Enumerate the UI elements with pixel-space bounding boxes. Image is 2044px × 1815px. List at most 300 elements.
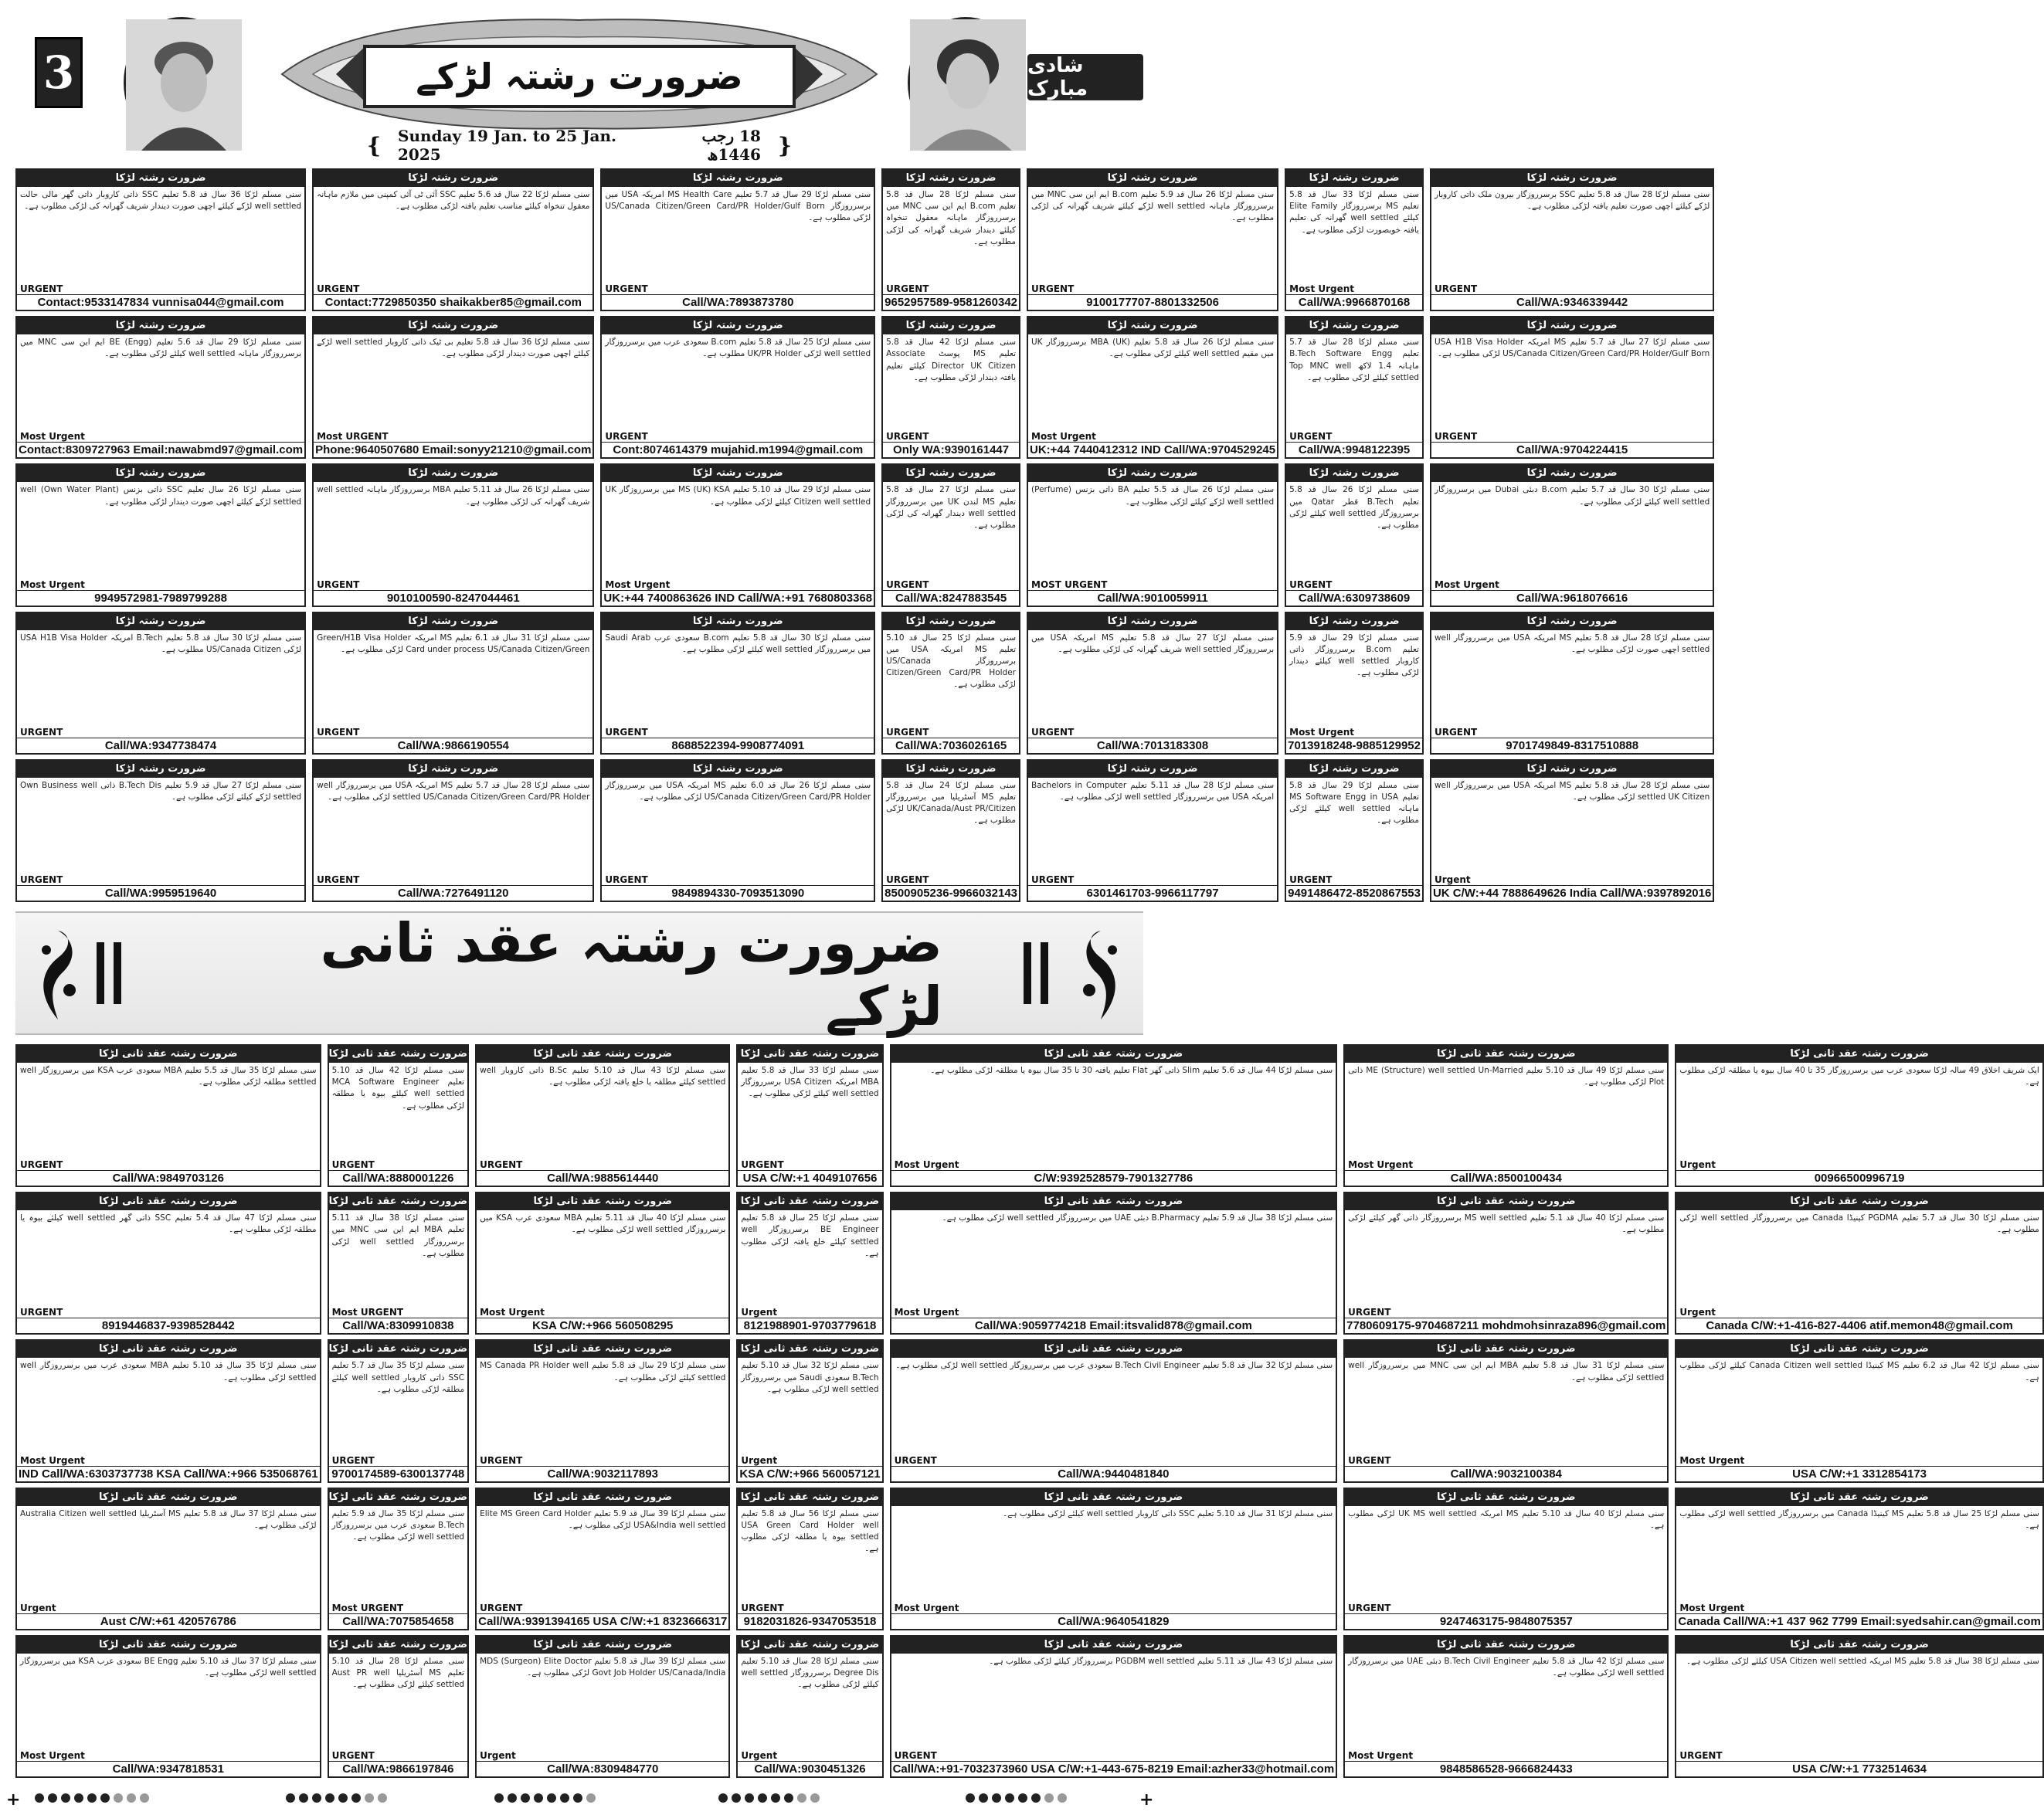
ad-title: ضرورت رشتہ عقد ثانی لڑکا (891, 1193, 1336, 1210)
ad-urgent: Most Urgent (20, 431, 85, 443)
ad-contact: Call/WA:8500100434 (1345, 1170, 1667, 1186)
ad-contact: Call/WA:9032100384 (1345, 1466, 1667, 1481)
registration-mark-icon: + (6, 1790, 21, 1810)
ad-card (15, 612, 306, 755)
bride-photo (908, 17, 1024, 148)
ad-body: سنی مسلم لڑکا 37 سال قد 5.8 تعلیم MS آسٹریلیا Australia Citizen well settled لڑکی مطلوب ہے۔ (20, 1508, 317, 1530)
ad-urgent: Most Urgent (480, 1307, 545, 1318)
ad-body: سنی مسلم لڑکا 35 سال قد 5.9 تعلیم B.Tech سعودی عرب میں برسرروزگار well settled لڑکی مطلوب ہے۔ (331, 1508, 465, 1542)
ad-urgent: URGENT (605, 431, 648, 443)
ad-card (1027, 316, 1278, 459)
ad-card (15, 1339, 321, 1482)
ad-body: سنی مسلم لڑکا 43 سال قد 5.10 تعلیم B.Sc ذاتی کاروبار well settled کیلئے مطلقہ یا خلع یافتہ لڑکی مطلوب ہے۔ (480, 1066, 726, 1087)
ad-body: سنی مسلم لڑکا 28 سال قد 5.11 تعلیم Bachelors in Computer امریکہ USA میں برسرروزگار well settled لڑکی مطلوب ہے۔ (1031, 780, 1275, 802)
color-bar-mid-left (286, 1793, 387, 1803)
ad-title: ضرورت رشتہ لڑکا (1431, 170, 1713, 187)
ad-title: ضرورت رشتہ عقد ثانی لڑکا (738, 1637, 881, 1654)
ad-card (1027, 759, 1278, 902)
ad-card (1430, 463, 1714, 606)
ad-body: سنی مسلم لڑکا 28 سال قد 5.8 تعلیم MS امریکہ USA میں برسرروزگار well settled UK Citizen لڑکی مطلوب ہے۔ (1434, 780, 1710, 802)
ad-title: ضرورت رشتہ لڑکا (1286, 613, 1422, 630)
ad-urgent: URGENT (741, 1159, 784, 1171)
ad-title: ضرورت رشتہ عقد ثانی لڑکا (477, 1637, 728, 1654)
ad-contact: 6301461703-9966117797 (1028, 885, 1277, 901)
ad-body: سنی مسلم لڑکا 28 سال قد 5.7 تعلیم MS امریکہ USA میں برسرروزگار well settled US/Canada Citizen/Green Card/PR Holder لڑکی مطلوب ہے۔ (317, 780, 590, 802)
ad-body: سنی مسلم لڑکا 38 سال قد 5.9 تعلیم B.Pharmacy دبئی UAE میں برسرروزگار well settled لڑکی مطلوب ہے۔ (942, 1213, 1333, 1223)
ad-title: ضرورت رشتہ عقد ثانی لڑکا (738, 1193, 881, 1210)
ad-title: ضرورت رشتہ لڑکا (602, 170, 874, 187)
ad-card (312, 168, 594, 311)
page-title: ضرورت رشتہ لڑکے (363, 45, 796, 108)
ad-card (890, 1044, 1338, 1187)
ad-contact: Call/WA:9885614440 (477, 1170, 728, 1186)
ad-body: سنی مسلم لڑکا 24 سال قد 5.8 تعلیم MS آسٹریلیا میں برسرروزگار UK/Canada/Aust PR/Citizen لڑکی مطلوب ہے۔ (886, 780, 1017, 826)
ad-contact: Call/WA:9948122395 (1286, 442, 1422, 457)
ad-title: ضرورت رشتہ عقد ثانی لڑکا (17, 1193, 320, 1210)
ad-urgent: Most Urgent (1434, 578, 1499, 590)
ad-title: ضرورت رشتہ عقد ثانی لڑکا (738, 1341, 881, 1358)
ad-body: سنی مسلم لڑکا 30 سال قد 5.8 تعلیم B.com سعودی عرب Saudi Arab میں برسرروزگار well settled کیلئے لڑکی مطلوب ہے۔ (605, 633, 871, 654)
ad-body: سنی مسلم لڑکا 36 سال قد 5.8 تعلیم بی ٹیک ذاتی کاروبار well settled لڑکے کیلئے اچھی صورت دیندار لڑکی مطلوب ہے۔ (317, 338, 590, 359)
ad-title: ضرورت رشتہ عقد ثانی لڑکا (891, 1046, 1336, 1063)
ad-urgent: Most URGENT (331, 1602, 404, 1613)
ad-contact: 9949572981-7989799288 (17, 590, 304, 606)
ad-urgent: URGENT (605, 726, 648, 738)
ad-urgent: Most Urgent (894, 1159, 959, 1171)
ad-contact: USA C/W:+1 3312854173 (1676, 1466, 2042, 1481)
ad-card (15, 1635, 321, 1778)
ad-urgent: URGENT (886, 578, 929, 590)
ad-urgent: Most Urgent (1348, 1159, 1414, 1171)
color-bar-mid-right (718, 1793, 820, 1803)
ad-contact: 9182031826-9347053518 (738, 1613, 881, 1629)
color-bar-left (35, 1793, 149, 1803)
ad-body: سنی مسلم لڑکا 27 سال قد 5.7 تعلیم MS امریکہ USA H1B Visa Holder US/Canada Citizen/Green Card/PR Holder/Gulf Born لڑکی مطلوب ہے۔ (1434, 338, 1710, 359)
ad-contact: 9491486472-8520867553 (1288, 886, 1421, 900)
ad-contact: Aust C/W:+61 420576786 (17, 1613, 320, 1629)
ad-body: سنی مسلم لڑکا 25 سال قد 5.10 تعلیم MS امریکہ USA میں برسرروزگار US/Canada Citizen/Green Card/PR Holder لڑکی مطلوب ہے۔ (886, 633, 1017, 690)
ad-contact: Call/WA:8247883545 (883, 590, 1019, 606)
ad-card (1430, 612, 1714, 755)
brace-open: { (367, 132, 382, 158)
ad-body: سنی مسلم لڑکا 29 سال قد 5.8 تعلیم MS Canada PR Holder well settled کیلئے لڑکی مطلوب ہے۔ (480, 1361, 726, 1382)
ad-urgent: URGENT (317, 578, 360, 590)
ad-contact: 9848586528-9666824433 (1345, 1761, 1667, 1776)
ad-title: ضرورت رشتہ لڑکا (17, 613, 304, 630)
ad-contact: Cont:8074614379 mujahid.m1994@gmail.com (602, 442, 874, 457)
ad-card (1675, 1192, 2043, 1335)
ad-body: سنی مسلم لڑکا 27 سال قد 5.9 تعلیم B.Tech Dis ذاتی Own Business well settled لڑکے کیلئے لڑکی مطلوب ہے۔ (20, 780, 302, 802)
ad-urgent: Most Urgent (1679, 1454, 1745, 1466)
ad-contact: Call/WA:9640541829 (891, 1613, 1336, 1629)
ad-urgent: URGENT (1348, 1307, 1391, 1318)
ad-body: سنی مسلم لڑکا 31 سال قد 6.1 تعلیم MS امریکہ Green/H1B Visa Holder Card under process US/Canada Citizen/Green لڑکی مطلوب ہے۔ (317, 633, 590, 654)
ad-card (1675, 1339, 2043, 1482)
ad-urgent: URGENT (20, 283, 63, 295)
ad-contact: UK:+44 7400863626 IND Call/WA:+91 7680803368 (603, 591, 873, 605)
ad-card (736, 1635, 883, 1778)
ad-title: ضرورت رشتہ لڑکا (1028, 465, 1277, 482)
ad-card (15, 463, 306, 606)
ad-urgent: URGENT (480, 1159, 523, 1171)
ad-card (890, 1339, 1338, 1482)
ad-contact: 7013918248-9885129952 (1288, 738, 1421, 752)
ad-card (1285, 168, 1424, 311)
ad-urgent: URGENT (1031, 726, 1075, 738)
ad-title: ضرورت رشتہ عقد ثانی لڑکا (477, 1193, 728, 1210)
ad-title: ضرورت رشتہ عقد ثانی لڑکا (329, 1489, 468, 1506)
ad-body: سنی مسلم لڑکا 40 سال قد 5.11 تعلیم MBA سعودی عرب KSA میں برسرروزگار well settled لڑکی مطلوب ہے۔ (480, 1213, 726, 1235)
ad-card (890, 1488, 1338, 1630)
ad-urgent: Urgent (480, 1749, 516, 1761)
ad-card (1343, 1044, 1669, 1187)
ad-contact: Canada C/W:+1-416-827-4406 atif.memon48@gmail.com (1676, 1318, 2042, 1333)
ad-urgent: Urgent (1679, 1307, 1716, 1318)
ad-body: سنی مسلم لڑکا 25 سال قد 5.8 تعلیم BE Engineer برسرروزگار well settled کیلئے خلع یافتہ لڑکی مطلوب ہے۔ (741, 1213, 879, 1258)
ad-urgent: MOST URGENT (1031, 578, 1108, 590)
ad-contact: C/W:9392528579-7901327786 (891, 1170, 1336, 1186)
ad-contact: UK:+44 7440412312 IND Call/WA:9704529245 (1030, 443, 1276, 457)
ad-body: سنی مسلم لڑکا 33 سال قد 5.8 تعلیم MS برسرروزگار Elite Family کیلئے well settled گھرانہ کی تعلیم یافتہ خوبصورت لڑکی مطلوب ہے۔ (1289, 190, 1419, 235)
ad-card (475, 1488, 730, 1630)
ad-card (1285, 759, 1424, 902)
ad-body: سنی مسلم لڑکا 27 سال قد 5.8 تعلیم MS امریکہ USA میں برسرروزگار well settled شریف گھرانہ کی لڑکی مطلوب ہے۔ (1031, 633, 1275, 654)
ad-title: ضرورت رشتہ لڑکا (1431, 761, 1713, 778)
page-footer (0, 1786, 1159, 1815)
ad-title: ضرورت رشتہ عقد ثانی لڑکا (477, 1341, 728, 1358)
ad-urgent: URGENT (1031, 283, 1075, 295)
ad-urgent: Urgent (20, 1602, 56, 1613)
ad-contact: UK C/W:+44 7888649626 India Call/WA:9397892016 (1432, 886, 1712, 900)
ad-card (15, 168, 306, 311)
ad-title: ضرورت رشتہ لڑکا (1286, 465, 1422, 482)
ad-urgent: URGENT (1434, 283, 1478, 295)
ad-urgent: URGENT (886, 726, 929, 738)
ad-card (475, 1339, 730, 1482)
ad-title: ضرورت رشتہ عقد ثانی لڑکا (17, 1046, 320, 1063)
groom-photo (124, 17, 239, 148)
color-bar-right (966, 1793, 1067, 1803)
ad-card (890, 1635, 1338, 1778)
ad-contact: Call/WA:7276491120 (314, 885, 592, 901)
date-urdu: 18 رجب 1446ھ (701, 127, 761, 164)
ad-body: سنی مسلم لڑکا 26 سال تعلیم SSC ذاتی بزنس (Own Water Plant) well settled لڑکے کیلئے اچھی صورت دیندار لڑکی مطلوب ہے۔ (20, 485, 302, 507)
ad-title: ضرورت رشتہ لڑکا (17, 465, 304, 482)
ad-contact: Call/WA:9347818531 (17, 1761, 320, 1776)
ad-body: سنی مسلم لڑکا 26 سال قد 5.8 تعلیم MBA (UK) برسرروزگار UK میں مقیم well settled کیلئے لڑکی مطلوب ہے۔ (1031, 338, 1275, 359)
ad-body: سنی مسلم لڑکا 28 سال قد 5.7 تعلیم B.Tech Software Engg ماہانہ 1.4 لاکھ Top MNC well settled کیلئے لڑکی مطلوب ہے۔ (1289, 338, 1419, 382)
ad-card (1343, 1339, 1669, 1482)
ad-urgent: URGENT (317, 874, 360, 885)
ad-body: سنی مسلم لڑکا 28 سال قد 5.8 تعلیم SSC برسرروزگار بیرون ملک ذاتی کاروبار لڑکے کیلئے اچھی صورت تعلیم یافتہ لڑکی مطلوب ہے۔ (1434, 190, 1710, 212)
ad-urgent: Most Urgent (1348, 1749, 1414, 1761)
ad-title: ضرورت رشتہ عقد ثانی لڑکا (17, 1637, 320, 1654)
ad-title: ضرورت رشتہ عقد ثانی لڑکا (738, 1489, 881, 1506)
ad-urgent: URGENT (605, 283, 648, 295)
ad-body: سنی مسلم لڑکا 30 سال قد 5.7 تعلیم B.com دبئی Dubai میں برسرروزگار well settled کیلئے لڑکی مطلوب ہے۔ (1434, 485, 1710, 507)
ad-body: سنی مسلم لڑکا 31 سال قد 5.10 تعلیم SSC ذاتی کاروبار well settled کیلئے لڑکی مطلوب ہے۔ (1003, 1508, 1333, 1518)
ad-body: سنی مسلم لڑکا 39 سال قد 5.8 تعلیم MDS (Surgeon) Elite Doctor Govt Job Holder US/Canada/India لڑکی مطلوب ہے۔ (480, 1656, 726, 1678)
ad-contact: Call/WA:9391394165 USA C/W:+1 8323666317 (478, 1614, 728, 1628)
ad-body: سنی مسلم لڑکا 35 سال قد 5.10 تعلیم MBA سعودی عرب میں برسرروزگار well settled لڑکی مطلوب ہے۔ (20, 1361, 317, 1382)
ad-body: سنی مسلم لڑکا 28 سال قد 5.8 تعلیم B.com ایم این سی MNC میں برسرروزگار ماہانہ معقول تنخواہ کیلئے دیندار شریف گھرانہ کی لڑکی مطلوب ہے۔ (886, 190, 1016, 246)
ad-title: ضرورت رشتہ لڑکا (1431, 317, 1713, 334)
page-number: 3 (35, 37, 83, 108)
ad-contact: Call/WA:9866197846 (329, 1761, 468, 1776)
ad-title: ضرورت رشتہ لڑکا (314, 613, 592, 630)
ad-body: سنی مسلم لڑکا 36 سال قد 5.8 تعلیم SSC ذاتی کاروبار ذاتی گھر مالی حالت well settled لڑکے کیلئے اچھی صورت دیندار شریف گھرانہ کی لڑکی مطلوب ہے۔ (20, 190, 302, 212)
ad-body: سنی مسلم لڑکا 37 سال قد 5.10 تعلیم BE Engg سعودی عرب KSA میں برسرروزگار well settled لڑکی مطلوب ہے۔ (20, 1656, 317, 1678)
ad-title: ضرورت رشتہ عقد ثانی لڑکا (329, 1046, 468, 1063)
ad-contact: Call/WA:7075854658 (329, 1613, 468, 1629)
ad-contact: Call/WA:+91-7032373960 USA C/W:+1-443-675-8219 Email:azher33@hotmail.com (892, 1762, 1335, 1776)
ad-contact: KSA C/W:+966 560508295 (477, 1318, 728, 1333)
banner-bars-right (1024, 942, 1048, 1004)
page-header (0, 0, 1159, 166)
ad-body: سنی مسلم لڑکا 49 سال قد 5.10 تعلیم ME (Structure) well settled Un-Married ذاتی Plot لڑکی مطلوب ہے۔ (1348, 1066, 1665, 1087)
ad-card (1285, 612, 1424, 755)
ad-contact: Call/WA:9030451326 (738, 1761, 881, 1776)
ad-urgent: Urgent (741, 1749, 778, 1761)
ad-title: ضرورت رشتہ عقد ثانی لڑکا (329, 1341, 468, 1358)
ad-title: ضرورت رشتہ لڑکا (883, 465, 1019, 482)
ad-urgent: URGENT (480, 1602, 523, 1613)
ad-contact: 9247463175-9848075357 (1345, 1613, 1667, 1629)
ad-contact: Call/WA:9059774218 Email:itsvalid878@gmail.com (891, 1318, 1336, 1333)
ad-contact: Call/WA:9032117893 (477, 1466, 728, 1481)
ad-title: ضرورت رشتہ لڑکا (883, 170, 1019, 187)
ad-urgent: URGENT (317, 726, 360, 738)
ad-contact: Call/WA:9010059911 (1028, 590, 1277, 606)
ad-card (1027, 463, 1278, 606)
ad-title: ضرورت رشتہ لڑکا (1431, 613, 1713, 630)
ad-card (328, 1044, 470, 1187)
ad-body: سنی مسلم لڑکا 40 سال قد 5.1 تعلیم MS well settled برسرروزگار ذاتی گھر کیلئے لڑکی مطلوب ہے۔ (1348, 1213, 1665, 1235)
ad-title: ضرورت رشتہ عقد ثانی لڑکا (1345, 1489, 1667, 1506)
ad-title: ضرورت رشتہ لڑکا (17, 170, 304, 187)
brace-close: } (777, 132, 792, 158)
ad-title: ضرورت رشتہ لڑکا (314, 465, 592, 482)
ad-card (1430, 168, 1714, 311)
ad-title: ضرورت رشتہ عقد ثانی لڑکا (1676, 1637, 2042, 1654)
ad-contact: Only WA:9390161447 (883, 442, 1019, 457)
ad-title: ضرورت رشتہ عقد ثانی لڑکا (891, 1637, 1336, 1654)
ad-title: ضرورت رشتہ عقد ثانی لڑکا (1345, 1637, 1667, 1654)
ad-urgent: Most URGENT (317, 431, 389, 443)
ad-card (15, 1044, 321, 1187)
ad-body: ایک شریف اخلاق 49 سالہ لڑکا سعودی عرب میں برسرروزگار 35 تا 40 سال بیوہ یا مطلقہ لڑکی مطلوب ہے۔ (1679, 1066, 2039, 1087)
ad-body: سنی مسلم لڑکا 28 سال قد 5.10 تعلیم MS آسٹریلیا Aust PR well settled کیلئے لڑکی مطلوب ہے۔ (331, 1656, 465, 1690)
ad-body: سنی مسلم لڑکا 42 سال قد 5.8 تعلیم MS پوسٹ Associate Director UK Citizen کیلئے تعلیم یافتہ دیندار لڑکی مطلوب ہے۔ (886, 338, 1016, 382)
ad-urgent: URGENT (1289, 431, 1333, 443)
ad-card (312, 316, 594, 459)
ad-urgent: URGENT (480, 1454, 523, 1466)
ad-body: سنی مسلم لڑکا 29 سال قد 5.10 تعلیم MS (UK) KSA میں برسرروزگار UK Citizen well settled کیلئے لڑکی مطلوب ہے۔ (605, 485, 871, 507)
ad-card (15, 1192, 321, 1335)
ad-contact: Phone:9640507680 Email:sonyy21210@gmail.com (315, 443, 592, 457)
ad-body: سنی مسلم لڑکا 28 سال قد 5.10 تعلیم Degree Dis برسرروزگار well settled کیلئے لڑکی مطلوب ہے۔ (741, 1656, 879, 1690)
ad-urgent: Urgent (1434, 874, 1471, 885)
ad-body: سنی مسلم لڑکا 43 سال قد 5.11 تعلیم PGDBM well settled برسرروزگار کیلئے لڑکی مطلوب ہے۔ (989, 1656, 1333, 1666)
ad-body: سنی مسلم لڑکا 25 سال قد 5.8 تعلیم MS کینیڈا Canada میں برسرروزگار well settled لڑکی مطلوب ہے۔ (1679, 1508, 2039, 1530)
ad-body: سنی مسلم لڑکا 47 سال قد 5.4 تعلیم SSC ذاتی گھر well settled کیلئے بیوہ یا مطلقہ لڑکی مطلوب ہے۔ (20, 1213, 317, 1235)
ad-contact: 9100177707-8801332506 (1028, 294, 1277, 310)
ad-card (1675, 1488, 2043, 1630)
ad-urgent: URGENT (1289, 874, 1333, 885)
ad-title: ضرورت رشتہ لڑکا (314, 170, 592, 187)
ad-title: ضرورت رشتہ لڑکا (602, 317, 874, 334)
banner-bars-left (97, 942, 121, 1004)
ad-card (736, 1339, 883, 1482)
ad-card (328, 1635, 470, 1778)
ad-contact: 8919446837-9398528442 (17, 1318, 320, 1333)
ad-contact: Call/WA:6309738609 (1286, 590, 1422, 606)
ad-urgent: URGENT (894, 1749, 937, 1761)
ad-contact: Call/WA:7893873780 (602, 294, 874, 310)
ad-card (1027, 612, 1278, 755)
ad-urgent: URGENT (331, 1159, 375, 1171)
ad-card (1027, 168, 1278, 311)
second-marriage-ads-grid (15, 1044, 2041, 1778)
ad-urgent: URGENT (1679, 1749, 1723, 1761)
ad-urgent: URGENT (1348, 1454, 1391, 1466)
banner-title: ضرورت رشتہ عقد ثانی لڑکے (320, 911, 942, 1038)
ad-urgent: Most Urgent (605, 578, 671, 590)
ad-title: ضرورت رشتہ لڑکا (17, 761, 304, 778)
ad-urgent: Urgent (741, 1307, 778, 1318)
ad-card (881, 463, 1020, 606)
ad-card (1285, 316, 1424, 459)
ad-title: ضرورت رشتہ لڑکا (1286, 317, 1422, 334)
ad-urgent: URGENT (1031, 874, 1075, 885)
ad-title: ضرورت رشتہ لڑکا (883, 761, 1019, 778)
ad-urgent: URGENT (1289, 578, 1333, 590)
ad-urgent: URGENT (331, 1749, 375, 1761)
ad-card (312, 759, 594, 902)
ad-contact: Call/WA:9959519640 (17, 885, 304, 901)
ad-card (881, 612, 1020, 755)
ad-urgent: Most Urgent (894, 1602, 959, 1613)
ad-contact: Canada Call/WA:+1 437 962 7799 Email:syedsahir.can@gmail.com (1678, 1614, 2041, 1628)
ad-card (328, 1339, 470, 1482)
ad-contact: USA C/W:+1 7732514634 (1676, 1761, 2042, 1776)
ad-body: سنی مسلم لڑکا 40 سال قد 5.10 تعلیم MS امریکہ UK MS well settled لڑکی مطلوب ہے۔ (1348, 1508, 1665, 1530)
ad-contact: 9849894330-7093513090 (602, 885, 874, 901)
ad-card (1675, 1635, 2043, 1778)
ad-title: ضرورت رشتہ عقد ثانی لڑکا (477, 1046, 728, 1063)
ad-body: سنی مسلم لڑکا 44 سال قد 5.6 تعلیم Slim ذاتی گھر Flat تعلیم یافتہ 30 تا 35 سال بیوہ یا مطلقہ لڑکی مطلوب ہے۔ (930, 1066, 1333, 1075)
ad-card (600, 612, 875, 755)
ad-title: ضرورت رشتہ عقد ثانی لڑکا (17, 1489, 320, 1506)
dateline (367, 127, 792, 164)
ad-urgent: Urgent (1679, 1159, 1716, 1171)
ad-title: ضرورت رشتہ عقد ثانی لڑکا (1676, 1341, 2042, 1358)
ad-title: ضرورت رشتہ لڑکا (1028, 761, 1277, 778)
ad-title: ضرورت رشتہ لڑکا (1028, 317, 1277, 334)
ad-title: ضرورت رشتہ لڑکا (17, 317, 304, 334)
ad-body: سنی مسلم لڑکا 38 سال قد 5.11 تعلیم MBA ایم این سی MNC میں برسرروزگار well settled لڑکی مطلوب ہے۔ (331, 1213, 465, 1258)
ad-card (1285, 463, 1424, 606)
ad-body: سنی مسلم لڑکا 29 سال قد 5.8 تعلیم MS Software Engg in USA ماہانہ well settled کیلئے لڑکی مطلوب ہے۔ (1289, 780, 1419, 826)
ad-title: ضرورت رشتہ لڑکا (602, 613, 874, 630)
ad-title: ضرورت رشتہ عقد ثانی لڑکا (1345, 1341, 1667, 1358)
ad-title: ضرورت رشتہ عقد ثانی لڑکا (1676, 1046, 2042, 1063)
ad-card (312, 463, 594, 606)
ad-contact: 8500905236-9966032143 (884, 886, 1017, 900)
ad-urgent: Most Urgent (1289, 283, 1355, 295)
flourish-left-icon (31, 927, 85, 1023)
ad-title: ضرورت رشتہ لڑکا (1028, 170, 1277, 187)
ad-contact: Call/WA:7036026165 (883, 738, 1019, 753)
ad-urgent: URGENT (1348, 1602, 1391, 1613)
ad-body: سنی مسلم لڑکا 42 سال قد 6.2 تعلیم MS کینیڈا Canada Citizen well settled کیلئے لڑکی مطلوب ہے۔ (1679, 1361, 2039, 1382)
ad-contact: Call/WA:9704224415 (1431, 442, 1713, 457)
ad-body: سنی مسلم لڑکا 26 سال قد 5.11 تعلیم MBA برسرروزگار ماہانہ well settled شریف گھرانہ کی لڑکی مطلوب ہے۔ (317, 485, 590, 507)
ad-card (1430, 759, 1714, 902)
ad-body: سنی مسلم لڑکا 22 سال قد 5.6 تعلیم SSC آئی ٹی آئی کمپنی میں ملازم ماہانہ معقول تنخواہ کیلئے مناسب تعلیم یافتہ لڑکی مطلوب ہے۔ (317, 190, 590, 212)
ad-body: سنی مسلم لڑکا 26 سال قد 5.9 تعلیم B.com ایم این سی MNC میں برسرروزگار ماہانہ well settled لڑکے کیلئے شریف گھرانہ کی لڑکی مطلوب ہے۔ (1031, 190, 1275, 223)
ad-card (1343, 1488, 1669, 1630)
ad-card (881, 759, 1020, 902)
ad-contact: USA C/W:+1 4049107656 (738, 1170, 881, 1186)
ad-title: ضرورت رشتہ لڑکا (883, 317, 1019, 334)
ad-card (736, 1192, 883, 1335)
date-english: Sunday 19 Jan. to 25 Jan. 2025 (398, 127, 617, 164)
ad-body: سنی مسلم لڑکا 35 سال قد 5.5 تعلیم MBA سعودی عرب KSA میں برسرروزگار well settled مطلقہ لڑکی مطلوب ہے۔ (20, 1066, 317, 1087)
ad-urgent: URGENT (331, 1454, 375, 1466)
ad-contact: Call/WA:9347738474 (17, 738, 304, 753)
ad-urgent: URGENT (605, 874, 648, 885)
ad-card (328, 1192, 470, 1335)
ad-urgent: URGENT (20, 1307, 63, 1318)
ad-urgent: URGENT (20, 726, 63, 738)
section-banner (15, 911, 1143, 1038)
ad-title: ضرورت رشتہ عقد ثانی لڑکا (1345, 1046, 1667, 1063)
ad-contact: Contact:9533147834 vunnisa044@gmail.com (17, 294, 304, 310)
ad-body: سنی مسلم لڑکا 33 سال قد 5.8 تعلیم MBA امریکہ USA Citizen برسرروزگار well settled کیلئے لڑکی مطلوب ہے۔ (741, 1066, 879, 1099)
ad-body: سنی مسلم لڑکا 30 سال قد 5.7 تعلیم PGDMA کینیڈا Canada میں برسرروزگار well settled لڑکی مطلوب ہے۔ (1679, 1213, 2039, 1235)
ad-title: ضرورت رشتہ عقد ثانی لڑکا (1345, 1193, 1667, 1210)
ad-urgent: URGENT (886, 431, 929, 443)
ad-urgent: URGENT (894, 1454, 937, 1466)
ad-card (1343, 1192, 1669, 1335)
ad-urgent: URGENT (886, 874, 929, 885)
ad-body: سنی مسلم لڑکا 32 سال قد 5.10 تعلیم B.Tech سعودی Saudi میں برسرروزگار well settled لڑکی مطلوب ہے۔ (741, 1361, 879, 1394)
ad-body: سنی مسلم لڑکا 26 سال قد 6.0 تعلیم MS امریکہ USA میں برسرروزگار US/Canada Citizen/Green Card/PR Holder لڑکی مطلوب ہے۔ (605, 780, 871, 802)
ad-card (1430, 316, 1714, 459)
ad-card (1675, 1044, 2043, 1187)
ad-card (15, 1488, 321, 1630)
ad-title: ضرورت رشتہ لڑکا (1286, 761, 1422, 778)
ad-body: سنی مسلم لڑکا 30 سال قد 5.8 تعلیم B.Tech امریکہ USA H1B Visa Holder لڑکی US/Canada Citizen مطلوب ہے۔ (20, 633, 302, 654)
ad-body: سنی مسلم لڑکا 31 سال قد 5.8 تعلیم MBA ایم این سی MNC میں برسرروزگار well settled لڑکی مطلوب ہے۔ (1348, 1361, 1665, 1382)
ad-contact: 7780609175-9704687211 mohdmohsinraza896@gmail.com (1346, 1319, 1666, 1333)
ad-title: ضرورت رشتہ عقد ثانی لڑکا (17, 1341, 320, 1358)
ad-body: سنی مسلم لڑکا 39 سال قد 5.9 تعلیم Elite MS Green Card Holder USA&India well settled لڑکی مطلوب ہے۔ (480, 1508, 726, 1530)
ad-contact: Call/WA:9966870168 (1286, 294, 1422, 310)
ad-urgent: URGENT (741, 1602, 784, 1613)
registration-mark-icon: + (1139, 1790, 1154, 1810)
ad-card (890, 1192, 1338, 1335)
ad-urgent: URGENT (20, 874, 63, 885)
ad-contact: Call/WA:9346339442 (1431, 294, 1713, 310)
ad-title: ضرورت رشتہ لڑکا (602, 761, 874, 778)
ad-title: ضرورت رشتہ عقد ثانی لڑکا (329, 1193, 468, 1210)
ad-urgent: URGENT (317, 283, 360, 295)
ad-contact: 9010100590-8247044461 (314, 590, 592, 606)
ad-card (881, 168, 1020, 311)
ad-body: سنی مسلم لڑکا 42 سال قد 5.10 تعلیم MCA Software Engineer well settled کیلئے بیوہ یا مطلقہ لڑکی مطلوب ہے۔ (331, 1066, 465, 1111)
